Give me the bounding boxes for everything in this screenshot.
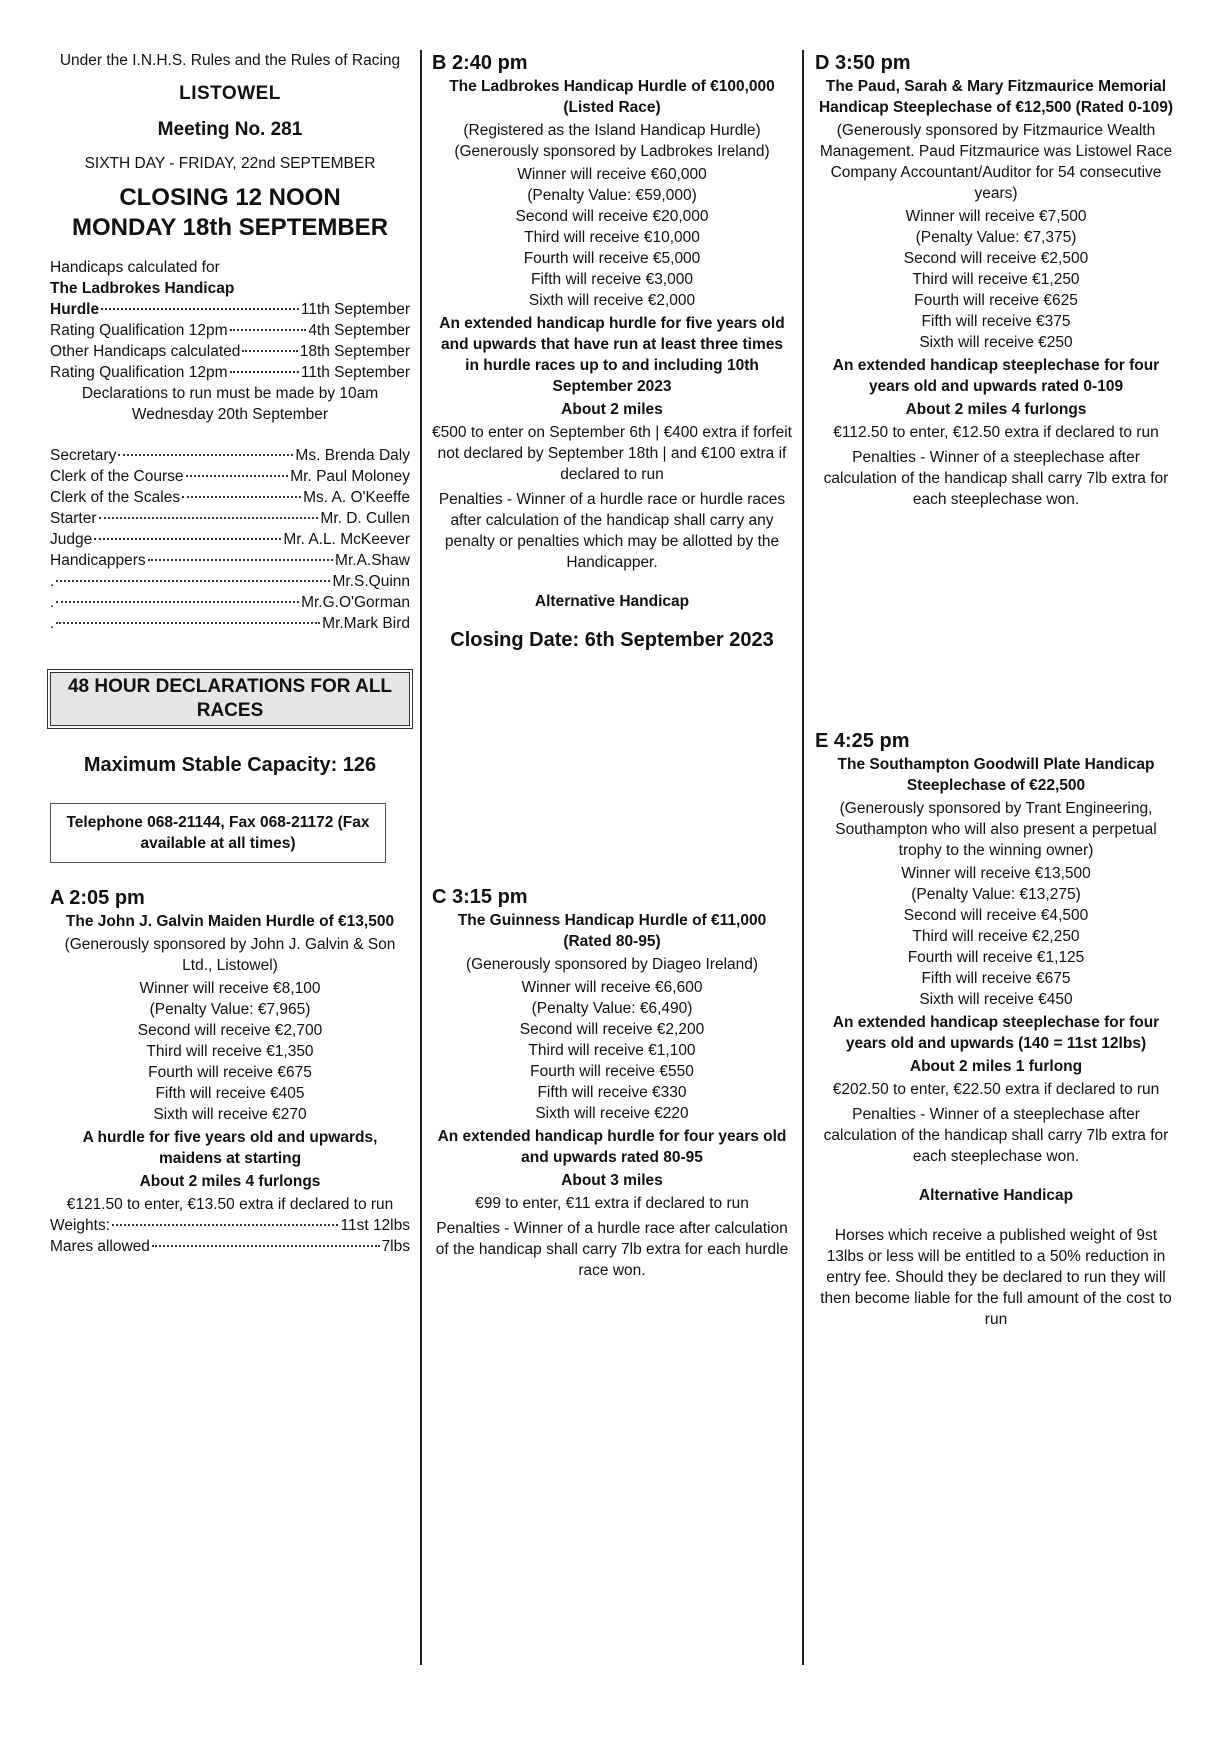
official-row [50, 571, 410, 592]
prize-line: Winner will receive €8,100 [139, 980, 321, 997]
official-row [50, 592, 410, 613]
prize-line: (Penalty Value: €6,490) [531, 1000, 693, 1017]
official-row [50, 466, 410, 487]
handicap-date-value: 11th September [300, 364, 410, 381]
column-divider-right [802, 50, 804, 1665]
official-row [50, 529, 410, 550]
closing-line-2: MONDAY 18th SEPTEMBER [71, 214, 389, 241]
race-c [432, 884, 792, 1281]
official-value: Mr.S.Quinn [332, 573, 410, 590]
column-right [815, 50, 1177, 1330]
dot-leader [112, 1224, 338, 1226]
handicap-date-row [50, 341, 410, 362]
official-value: Mr.Mark Bird [322, 615, 410, 632]
dot-leader [56, 580, 330, 582]
race-b-conditions: An extended handicap hurdle for five years old and upwards that have run at least three times in hurdle races up to and including 10th September 2023 [439, 315, 785, 395]
dot-leader [94, 538, 281, 540]
prize-line: (Penalty Value: €7,965) [149, 1001, 311, 1018]
dot-leader [242, 350, 297, 352]
race-b-distance: About 2 miles [561, 401, 663, 418]
race-d-fees: €112.50 to enter, €12.50 extra if declared to run [833, 424, 1159, 441]
race-e-alternative: Alternative Handicap [918, 1187, 1074, 1204]
official-label: . [50, 573, 55, 590]
official-label: Clerk of the Course [50, 468, 184, 485]
race-d-prizes [815, 206, 1177, 353]
race-c-penalties: Penalties - Winner of a hurdle race after calculation of the handicap shall carry 7lb extra for each hurdle race won. [435, 1220, 789, 1279]
official-value: Ms. A. O'Keeffe [303, 489, 410, 506]
race-d-sponsor: (Generously sponsored by Fitzmaurice Wealth Management. Paud Fitzmaurice was Listowel Race Company Accountant/Auditor for 54 consecutive years) [819, 122, 1173, 202]
prize-line: Winner will receive €13,500 [901, 865, 1091, 882]
handicap-date-row [50, 362, 410, 383]
race-e-penalties: Penalties - Winner of a steeplechase after calculation of the handicap shall carry 7lb extra for each steeplechase won. [823, 1106, 1169, 1165]
race-a [50, 885, 410, 1257]
prize-line: Sixth will receive €250 [919, 334, 1073, 351]
race-b-prizes [432, 164, 792, 311]
prize-line: Second will receive €2,500 [903, 250, 1089, 267]
dot-leader [182, 496, 301, 498]
official-row [50, 613, 410, 634]
race-d-time: D 3:50 pm [815, 52, 911, 74]
official-value: Ms. Brenda Daly [295, 447, 410, 464]
official-row [50, 487, 410, 508]
handicaps-intro: Handicaps calculated for [50, 259, 220, 276]
race-a-title: The John J. Galvin Maiden Hurdle of €13,500 [65, 913, 395, 930]
race-c-distance: About 3 miles [561, 1172, 663, 1189]
column-middle [432, 50, 792, 1281]
prize-line: Fifth will receive €375 [921, 313, 1071, 330]
prize-line: Fourth will receive €675 [148, 1064, 312, 1081]
venue-title: LISTOWEL [179, 83, 281, 104]
race-c-sponsor: (Generously sponsored by Diageo Ireland) [465, 956, 759, 973]
prize-line: (Penalty Value: €7,375) [915, 229, 1077, 246]
official-value: Mr. A.L. McKeever [283, 531, 410, 548]
race-a-fees: €121.50 to enter, €13.50 extra if declared to run [66, 1196, 394, 1213]
race-c-title: The Guinness Handicap Hurdle of €11,000 (Rated 80-95) [457, 912, 767, 950]
prize-line: Third will receive €1,100 [528, 1042, 696, 1059]
official-value: Mr. D. Cullen [320, 510, 410, 527]
prize-line: Fifth will receive €3,000 [531, 271, 693, 288]
race-e [815, 728, 1177, 1330]
day-line: SIXTH DAY - FRIDAY, 22nd SEPTEMBER [84, 155, 376, 172]
dot-leader [152, 1245, 380, 1247]
race-b-title: The Ladbrokes Handicap Hurdle of €100,000 (Listed Race) [449, 78, 775, 116]
handicap-date-label: Hurdle [50, 301, 100, 318]
race-a-sponsor: (Generously sponsored by John J. Galvin & Son Ltd., Listowel) [64, 936, 396, 974]
weight-value: 11st 12lbs [340, 1217, 410, 1234]
prize-line: Third will receive €1,250 [912, 271, 1080, 288]
prize-line: Fourth will receive €625 [914, 292, 1078, 309]
official-label: Starter [50, 510, 97, 527]
official-value: Mr.A.Shaw [335, 552, 410, 569]
official-label: . [50, 615, 55, 632]
prize-line: Fourth will receive €5,000 [523, 250, 701, 267]
handicaps-block [50, 257, 410, 425]
weight-label: Mares allowed [50, 1238, 150, 1255]
prize-line: Winner will receive €6,600 [521, 979, 703, 996]
meeting-number: Meeting No. 281 [157, 119, 303, 140]
handicap-date-value: 4th September [308, 322, 410, 339]
race-a-prizes [50, 978, 410, 1125]
weight-value: 7lbs [381, 1238, 410, 1255]
prize-line: Fourth will receive €550 [530, 1063, 694, 1080]
handicap-dates-list [50, 299, 410, 383]
race-a-weights [50, 1215, 410, 1257]
telephone-box: Telephone 068-21144, Fax 068-21172 (Fax available at all times) [50, 803, 386, 863]
prize-line: Sixth will receive €220 [535, 1105, 689, 1122]
official-label: Secretary [50, 447, 117, 464]
handicap-date-row [50, 320, 410, 341]
handicaps-race-name: The Ladbrokes Handicap [50, 280, 235, 297]
race-b-alternative: Alternative Handicap [534, 593, 690, 610]
prize-line: Third will receive €10,000 [524, 229, 700, 246]
handicap-date-label: Rating Qualification 12pm [50, 364, 228, 381]
dot-leader [230, 371, 299, 373]
race-a-conditions: A hurdle for five years old and upwards, maidens at starting [82, 1129, 378, 1167]
race-d [815, 50, 1177, 510]
handicap-date-label: Rating Qualification 12pm [50, 322, 228, 339]
prize-line: Fifth will receive €675 [921, 970, 1071, 987]
official-label: . [50, 594, 55, 611]
prize-line: Second will receive €4,500 [903, 907, 1089, 924]
prize-line: Fourth will receive €1,125 [907, 949, 1085, 966]
prize-line: Sixth will receive €270 [153, 1106, 307, 1123]
prize-line: Fifth will receive €405 [155, 1085, 305, 1102]
prize-line: Third will receive €2,250 [912, 928, 1080, 945]
race-b-closing-date: Closing Date: 6th September 2023 [450, 629, 774, 651]
race-b-sponsor: (Registered as the Island Handicap Hurdle) (Generously sponsored by Ladbrokes Ireland) [454, 122, 770, 160]
race-e-conditions: An extended handicap steeplechase for four years old and upwards (140 = 11st 12lbs) [832, 1014, 1160, 1052]
race-e-title: The Southampton Goodwill Plate Handicap Steeplechase of €22,500 [837, 756, 1155, 794]
dot-leader [148, 559, 333, 561]
race-a-time: A 2:05 pm [50, 887, 145, 909]
race-e-prizes [815, 863, 1177, 1010]
closing-line-1: CLOSING 12 NOON [119, 184, 341, 211]
column-divider-left [420, 50, 422, 1665]
official-label: Clerk of the Scales [50, 489, 181, 506]
declarations-note: Declarations to run must be made by 10am Wednesday 20th September [81, 385, 379, 423]
handicap-date-row [50, 299, 410, 320]
prize-line: Third will receive €1,350 [146, 1043, 314, 1060]
prize-line: Second will receive €20,000 [515, 208, 709, 225]
handicap-date-value: 11th September [300, 301, 410, 318]
dot-leader [56, 601, 299, 603]
official-row [50, 550, 410, 571]
prize-line: Winner will receive €60,000 [517, 166, 707, 183]
prize-line: Winner will receive €7,500 [905, 208, 1087, 225]
race-e-fees: €202.50 to enter, €22.50 extra if declared to run [832, 1081, 1160, 1098]
handicap-date-value: 18th September [299, 343, 410, 360]
official-label: Handicappers [50, 552, 146, 569]
official-label: Judge [50, 531, 93, 548]
declarations-box: 48 HOUR DECLARATIONS FOR ALL RACES [50, 672, 410, 726]
race-b [432, 50, 792, 652]
prize-line: Fifth will receive €330 [537, 1084, 687, 1101]
stable-capacity: Maximum Stable Capacity: 126 [83, 754, 377, 776]
weight-row [50, 1215, 410, 1236]
race-c-fees: €99 to enter, €11 extra if declared to run [475, 1195, 749, 1212]
race-d-title: The Paud, Sarah & Mary Fitzmaurice Memorial Handicap Steeplechase of €12,500 (Rated 0-109) [818, 78, 1174, 116]
prize-line: Second will receive €2,200 [519, 1021, 705, 1038]
official-row [50, 445, 410, 466]
column-left [50, 50, 410, 1257]
handicap-date-label: Other Handicaps calculated [50, 343, 241, 360]
officials-list [50, 445, 410, 634]
dot-leader [230, 329, 307, 331]
race-e-alternative-text: Horses which receive a published weight of 9st 13lbs or less will be entitled to a 50% reduction in entry fee. Should they be declared to run they will then become liable for the full amount of the cost to run [820, 1227, 1172, 1328]
race-c-conditions: An extended handicap hurdle for four years old and upwards rated 80-95 [437, 1128, 787, 1166]
official-value: Mr.G.O'Gorman [301, 594, 410, 611]
dot-leader [101, 308, 299, 310]
race-e-sponsor: (Generously sponsored by Trant Engineering, Southampton who will also present a perpetual trophy to the winning owner) [835, 800, 1157, 859]
official-row [50, 508, 410, 529]
dot-leader [56, 622, 320, 624]
race-c-prizes [432, 977, 792, 1124]
race-b-penalties: Penalties - Winner of a hurdle race or hurdle races after calculation of the handicap shall carry any penalty or penalties which may be allotted by the Handicapper. [438, 491, 786, 571]
prize-line: Second will receive €2,700 [137, 1022, 323, 1039]
weight-label: Weights: [50, 1217, 111, 1234]
prize-line: (Penalty Value: €13,275) [911, 886, 1081, 903]
prize-line: (Penalty Value: €59,000) [527, 187, 697, 204]
rules-line: Under the I.N.H.S. Rules and the Rules of Racing [59, 52, 401, 69]
race-b-fees: €500 to enter on September 6th | €400 extra if forfeit not declared by September 18th | and €100 extra if declared to run [432, 424, 792, 483]
prize-line: Sixth will receive €450 [919, 991, 1073, 1008]
race-d-conditions: An extended handicap steeplechase for four years old and upwards rated 0-109 [832, 357, 1160, 395]
race-b-time: B 2:40 pm [432, 52, 528, 74]
dot-leader [118, 454, 293, 456]
race-e-time: E 4:25 pm [815, 730, 910, 752]
prize-line: Sixth will receive €2,000 [528, 292, 696, 309]
race-c-time: C 3:15 pm [432, 886, 528, 908]
official-value: Mr. Paul Moloney [290, 468, 410, 485]
race-d-penalties: Penalties - Winner of a steeplechase after calculation of the handicap shall carry 7lb extra for each steeplechase won. [823, 449, 1169, 508]
dot-leader [99, 517, 319, 519]
race-d-distance: About 2 miles 4 furlongs [905, 401, 1087, 418]
weight-row [50, 1236, 410, 1257]
race-a-distance: About 2 miles 4 furlongs [139, 1173, 321, 1190]
dot-leader [186, 475, 289, 477]
race-e-distance: About 2 miles 1 furlong [909, 1058, 1083, 1075]
